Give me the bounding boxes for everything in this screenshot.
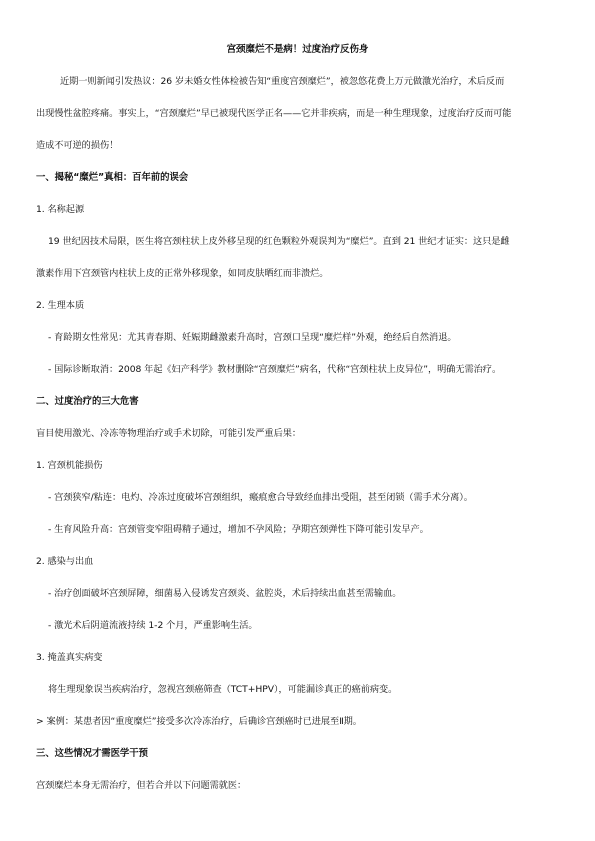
section-2-case-quote: > 案例：某患者因“重度糜烂”接受多次冷冻治疗，后确诊宫颈癌时已进展至Ⅱ期。: [36, 716, 362, 727]
section-2-sub-3-body: 将生理现象误当疾病治疗，忽视宫颈癌筛查（TCT+HPV），可能漏诊真正的癌前病变。: [48, 684, 398, 695]
section-2-bullet-3: - 治疗创面破坏宫颈屏障，细菌易入侵诱发宫颈炎、盆腔炎，术后持续出血甚至需输血。: [48, 588, 402, 599]
intro-line-2: 出现慢性盆腔疼痛。事实上，“宫颈糜烂”早已被现代医学正名——它并非疾病，而是一种生理现象，过度治疗反而可能: [36, 108, 512, 119]
section-2-sub-1: 1. 宫颈机能损伤: [36, 460, 103, 471]
section-2-bullet-4: - 激光术后阴道流液持续 1-2 个月，严重影响生活。: [48, 620, 258, 631]
intro-line-3: 造成不可逆的损伤！: [36, 140, 119, 151]
section-2-bullet-2: - 生育风险升高：宫颈管变窄阻碍精子通过，增加不孕风险；孕期宫颈弹性下降可能引发早产。: [48, 524, 429, 535]
section-2-bullet-1: - 宫颈狭窄/粘连：电灼、冷冻过度破坏宫颈组织，瘢痕愈合导致经血排出受阻，甚至闭锁（需手术分离）。: [48, 492, 473, 503]
section-1-sub-1-line-1: 19 世纪因技术局限，医生将宫颈柱状上皮外移呈现的红色颗粒外观误判为“糜烂”。直到 21 世纪才证实：这只是雌: [48, 236, 510, 247]
article-title: 宫颈糜烂不是病！过度治疗反伤身: [226, 44, 369, 55]
section-2-lead: 盲目使用激光、冷冻等物理治疗或手术切除，可能引发严重后果：: [36, 428, 301, 439]
section-1-bullet-2: - 国际诊断取消：2008 年起《妇产科学》教材删除“宫颈糜烂”病名，代称“宫颈柱状上皮异位”，明确无需治疗。: [48, 364, 502, 375]
section-1-sub-1: 1. 名称起源: [36, 204, 85, 215]
section-1-heading: 一、揭秘“糜烂”真相：百年前的误会: [36, 172, 189, 183]
intro-line-1: 近期一则新闻引发热议：26 岁未婚女性体检被告知“重度宫颈糜烂”，被忽悠花费上万元做激光治疗，术后反而: [60, 76, 505, 87]
section-2-sub-2: 2. 感染与出血: [36, 556, 94, 567]
section-1-bullet-1: - 育龄期女性常见：尤其青春期、妊娠期雌激素升高时，宫颈口呈现“糜烂样”外观，绝经后自然消退。: [48, 332, 457, 343]
section-3-heading: 三、这些情况才需医学干预: [36, 748, 148, 759]
section-3-lead: 宫颈糜烂本身无需治疗，但若合并以下问题需就医：: [36, 780, 247, 791]
section-1-sub-2: 2. 生理本质: [36, 300, 85, 311]
section-1-sub-1-line-2: 激素作用下宫颈管内柱状上皮的正常外移现象，如同皮肤晒红而非溃烂。: [36, 268, 329, 279]
section-2-sub-3: 3. 掩盖真实病变: [36, 652, 103, 663]
section-2-heading: 二、过度治疗的三大危害: [36, 396, 139, 407]
